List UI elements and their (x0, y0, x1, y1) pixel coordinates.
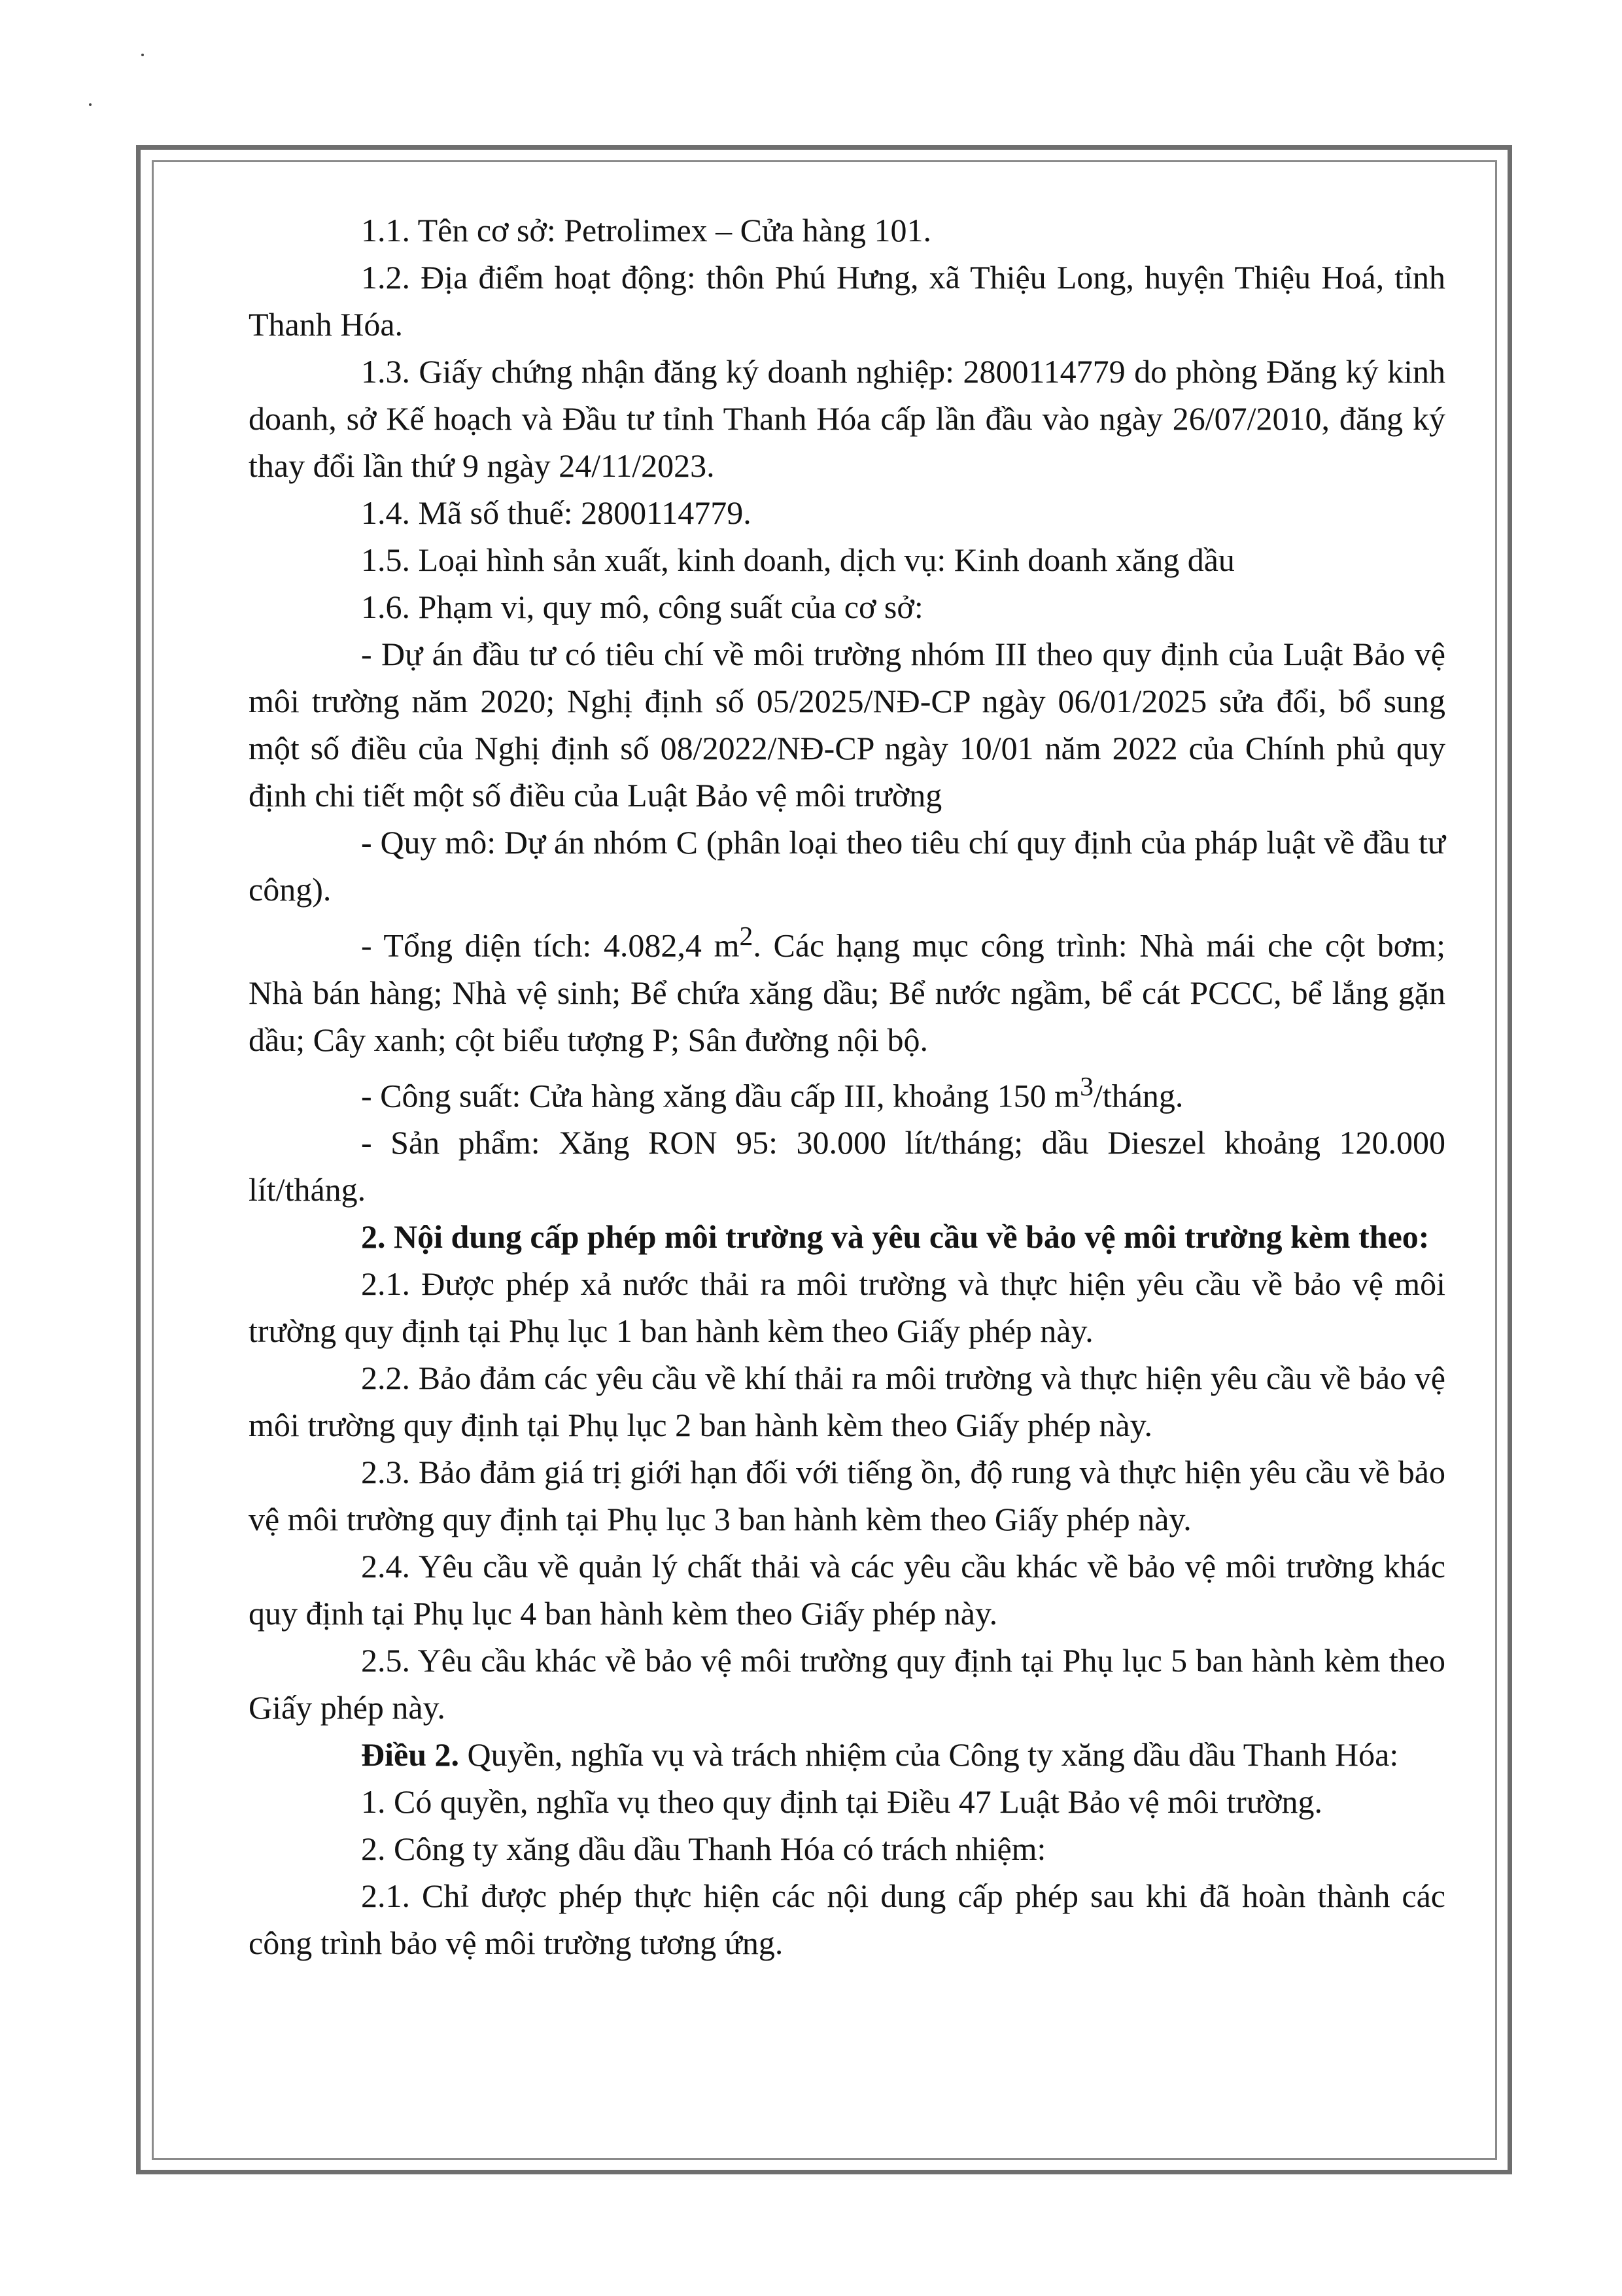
item-1-2: 1.2. Địa điểm hoạt động: thôn Phú Hưng, xã Thiệu Long, huyện Thiệu Hoá, tỉnh Thanh Hóa. (249, 259, 1445, 343)
article-2-item-2: 2. Công ty xăng dầu dầu Thanh Hóa có trách nhiệm: (361, 1830, 1046, 1868)
article-2-item-2-1: 2.1. Chỉ được phép thực hiện các nội dung cấp phép sau khi đã hoàn thành các công trình bảo vệ môi trường tương ứng. (249, 1877, 1445, 1962)
bullet-scale: - Quy mô: Dự án nhóm C (phân loại theo tiêu chí quy định của pháp luật về đầu tư công). (249, 824, 1445, 908)
superscript-3: 3 (1080, 1071, 1094, 1102)
bullet-capacity (249, 1063, 1445, 1120)
item-1-1: 1.1. Tên cơ sở: Petrolimex – Cửa hàng 101. (361, 212, 931, 248)
item-2-4: 2.4. Yêu cầu về quản lý chất thải và các yêu cầu khác về bảo vệ môi trường khác quy định tại Phụ lục 4 ban hành kèm theo Giấy phép này. (249, 1548, 1445, 1632)
article-2-title: Quyền, nghĩa vụ và trách nhiệm của Công ty xăng dầu dầu Thanh Hóa: (459, 1736, 1399, 1773)
bullet-products: - Sản phẩm: Xăng RON 95: 30.000 lít/tháng; dầu Dieszel khoảng 120.000 lít/tháng. (249, 1124, 1445, 1208)
item-2-2: 2.2. Bảo đảm các yêu cầu về khí thải ra môi trường và thực hiện yêu cầu về bảo vệ môi trường quy định tại Phụ lục 2 ban hành kèm theo Giấy phép này. (249, 1360, 1445, 1444)
total-area-text: - Tổng diện tích: 4.082,4 m (361, 927, 740, 964)
work-items-text: . Các hạng mục công trình: Nhà mái che cột bơm; Nhà bán hàng; Nhà vệ sinh; Bể chứa xăng dầu; Bể nước ngầm, bể cát PCCC, bể lắng gặn dầu; Cây xanh; cột biểu tượng P; Sân đường nội bộ. (249, 927, 1445, 1058)
section-2-heading: 2. Nội dung cấp phép môi trường và yêu cầu về bảo vệ môi trường kèm theo: (361, 1218, 1430, 1256)
bullet-project-criteria: - Dự án đầu tư có tiêu chí về môi trường nhóm III theo quy định của Luật Bảo vệ môi trường năm 2020; Nghị định số 05/2025/NĐ-CP ngày 06/01/2025 sửa đổi, bổ sung một số điều của Nghị định số 08/2022/NĐ-CP ngày 10/01 năm 2022 của Chính phủ quy định chi tiết một số điều của Luật Bảo vệ môi trường (249, 636, 1445, 814)
article-2-label: Điều 2. (361, 1736, 459, 1773)
scan-speck (89, 103, 92, 106)
item-1-3: 1.3. Giấy chứng nhận đăng ký doanh nghiệp: 2800114779 do phòng Đăng ký kinh doanh, sở Kế hoạch và Đầu tư tỉnh Thanh Hóa cấp lần đầu vào ngày 26/07/2010, đăng ký thay đổi lần thứ 9 ngày 24/11/2023. (249, 353, 1445, 484)
capacity-text: - Công suất: Cửa hàng xăng dầu cấp III, khoảng 150 m (361, 1077, 1080, 1114)
superscript-2: 2 (739, 921, 753, 951)
scan-speck (141, 54, 144, 56)
item-1-6: 1.6. Phạm vi, quy mô, công suất của cơ sở: (361, 589, 923, 625)
bullet-total-area (249, 913, 1445, 1063)
capacity-unit: /tháng. (1093, 1077, 1184, 1114)
item-1-5: 1.5. Loại hình sản xuất, kinh doanh, dịch vụ: Kinh doanh xăng dầu (361, 541, 1235, 578)
document-body (249, 207, 1445, 1966)
item-1-4: 1.4. Mã số thuế: 2800114779. (361, 494, 751, 531)
item-2-5: 2.5. Yêu cầu khác về bảo vệ môi trường quy định tại Phụ lục 5 ban hành kèm theo Giấy phép này. (249, 1642, 1445, 1726)
item-2-3: 2.3. Bảo đảm giá trị giới hạn đối với tiếng ồn, độ rung và thực hiện yêu cầu về bảo vệ môi trường quy định tại Phụ lục 3 ban hành kèm theo Giấy phép này. (249, 1454, 1445, 1538)
article-2-heading (249, 1731, 1445, 1778)
article-2-item-1: 1. Có quyền, nghĩa vụ theo quy định tại Điều 47 Luật Bảo vệ môi trường. (361, 1783, 1322, 1821)
item-2-1: 2.1. Được phép xả nước thải ra môi trường và thực hiện yêu cầu về bảo vệ môi trường quy định tại Phụ lục 1 ban hành kèm theo Giấy phép này. (249, 1265, 1445, 1350)
